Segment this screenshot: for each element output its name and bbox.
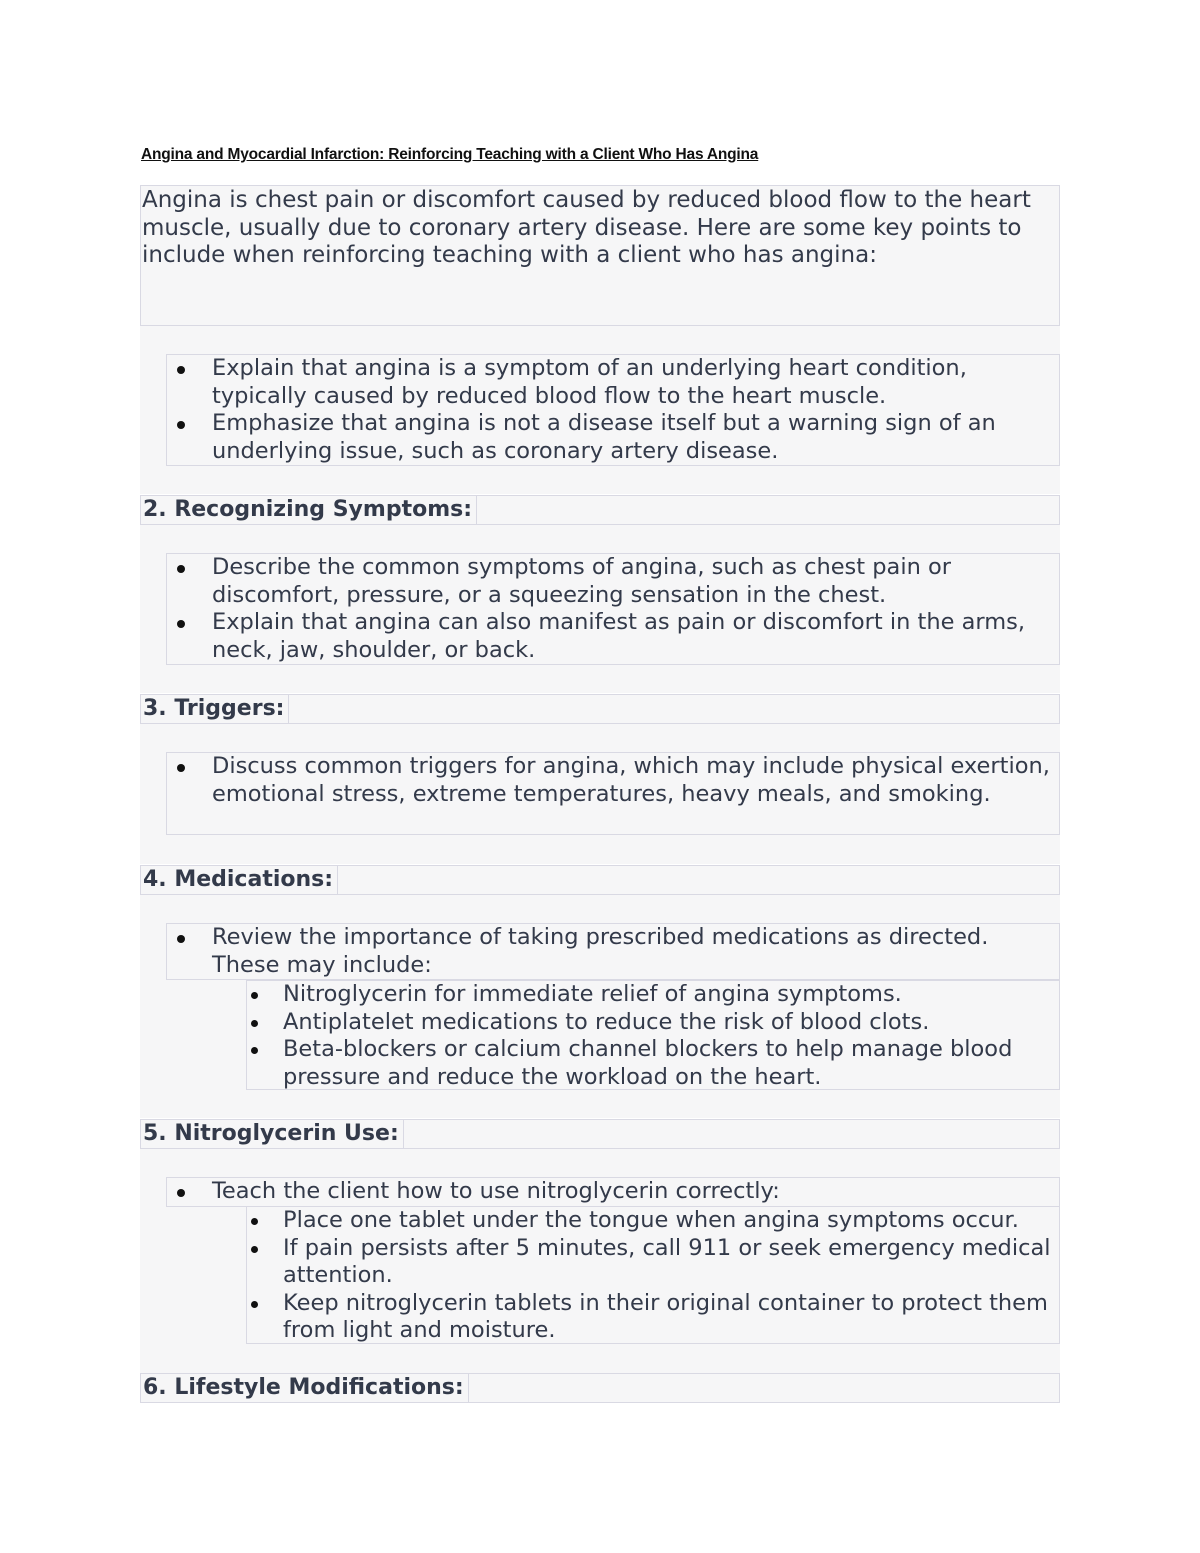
bullet-icon — [251, 1301, 258, 1308]
bullet-icon — [251, 992, 258, 999]
list-item: Discuss common triggers for angina, which may include physical exertion, emotional stress, extreme temperatures, heavy meals, and smoking. — [167, 753, 1059, 808]
section-heading-6: 6. Lifestyle Modifications: — [141, 1373, 469, 1403]
section-1-list — [166, 354, 1060, 466]
list-item: Keep nitroglycerin tablets in their original container to protect them from light and moisture. — [247, 1290, 1059, 1345]
bullet-icon — [251, 1020, 258, 1027]
section-4-heading-box — [140, 865, 1060, 895]
list-item: Describe the common symptoms of angina, such as chest pain or discomfort, pressure, or a squeezing sensation in the chest. — [167, 554, 1059, 609]
section-2-heading-box — [140, 495, 1060, 525]
list-item: Nitroglycerin for immediate relief of angina symptoms. — [247, 981, 1059, 1009]
bullet-icon — [251, 1047, 258, 1054]
section-5-heading-box — [140, 1119, 1060, 1149]
list-item: Explain that angina is a symptom of an underlying heart condition, typically caused by reduced blood flow to the heart muscle. — [167, 355, 1059, 410]
section-5-sublist — [246, 1206, 1060, 1344]
list-item: If pain persists after 5 minutes, call 911 or seek emergency medical attention. — [247, 1235, 1059, 1290]
section-6-heading-box — [140, 1373, 1060, 1403]
document-title: Angina and Myocardial Infarction: Reinforcing Teaching with a Client Who Has Angina — [141, 146, 759, 163]
section-3-heading-box — [140, 694, 1060, 724]
list-item: Beta-blockers or calcium channel blockers to help manage blood pressure and reduce the workload on the heart. — [247, 1036, 1059, 1091]
section-heading-3: 3. Triggers: — [141, 694, 289, 724]
section-heading-5: 5. Nitroglycerin Use: — [141, 1119, 404, 1149]
bullet-icon — [177, 620, 185, 628]
bullet-icon — [251, 1218, 258, 1225]
bullet-icon — [177, 421, 185, 429]
bullet-icon — [251, 1246, 258, 1253]
section-3-list — [166, 752, 1060, 835]
list-item: Review the importance of taking prescribed medications as directed. These may include: — [167, 924, 1059, 979]
list-item: Place one tablet under the tongue when angina symptoms occur. — [247, 1207, 1059, 1235]
bullet-icon — [177, 366, 185, 374]
bullet-icon — [177, 764, 185, 772]
bullet-icon — [177, 935, 185, 943]
section-4-sublist — [246, 980, 1060, 1090]
list-item: Explain that angina can also manifest as pain or discomfort in the arms, neck, jaw, shoulder, or back. — [167, 609, 1059, 664]
list-item: Antiplatelet medications to reduce the risk of blood clots. — [247, 1009, 1059, 1037]
intro-paragraph: Angina is chest pain or discomfort caused by reduced blood flow to the heart muscle, usually due to coronary artery disease. Here are some key points to include when reinforcing teaching with a client who has angina: — [142, 187, 1031, 268]
list-item: Teach the client how to use nitroglycerin correctly: — [167, 1178, 1059, 1206]
section-5-list — [166, 1177, 1060, 1207]
section-heading-2: 2. Recognizing Symptoms: — [141, 495, 477, 525]
section-heading-4: 4. Medications: — [141, 865, 338, 895]
section-4-list — [166, 923, 1060, 980]
bullet-icon — [177, 565, 185, 573]
intro-block — [140, 185, 1060, 326]
list-item: Emphasize that angina is not a disease itself but a warning sign of an underlying issue, such as coronary artery disease. — [167, 410, 1059, 465]
bullet-icon — [177, 1189, 185, 1197]
section-2-list — [166, 553, 1060, 665]
